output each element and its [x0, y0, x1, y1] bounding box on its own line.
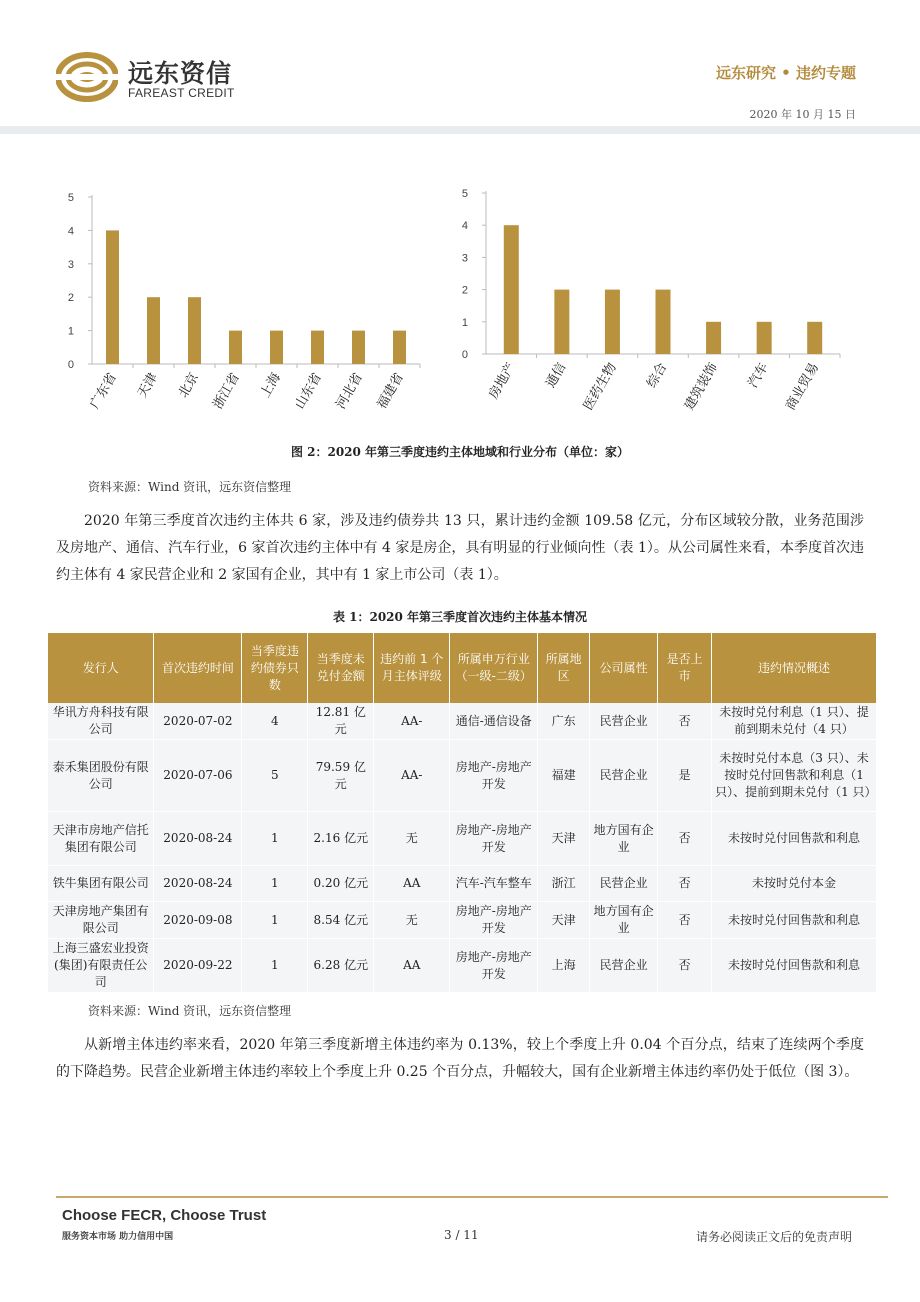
table-cell: 上海 — [538, 939, 590, 993]
footer-slogan-cn: 服务资本市场 助力信用中国 — [62, 1232, 174, 1242]
table-cell: 否 — [658, 866, 712, 902]
table-header-cell: 违约前 1 个月主体评级 — [374, 633, 450, 703]
bar — [605, 290, 620, 354]
table-cell: 12.81 亿元 — [308, 703, 374, 740]
table-row — [48, 939, 877, 993]
table-cell: 2020-09-22 — [154, 939, 242, 993]
disclaimer-note: 请务必阅读正文后的免责声明 — [695, 1230, 852, 1244]
table-cell: 天津市房地产信托集团有限公司 — [48, 812, 154, 866]
y-tick-label: 5 — [461, 188, 468, 200]
paragraph-2: 从新增主体违约率来看，2020 年第三季度新增主体违约率为 0.13%，较上个季度上升 0.04 个百分点，结束了连续两个季度的下降趋势。民营企业新增主体违约率较上个季度上升 0.25 个百分点，升幅较大，国有企业新增主体违约率仍处于低位（图 3）。 — [56, 1037, 864, 1080]
bar — [147, 297, 160, 364]
y-tick-label: 4 — [461, 220, 468, 233]
y-tick-label: 0 — [67, 359, 74, 371]
logo-icon — [56, 52, 118, 102]
y-tick-label: 1 — [67, 325, 74, 338]
table-cell: 无 — [374, 812, 450, 866]
y-tick-label: 2 — [461, 284, 468, 297]
table-cell: 4 — [242, 703, 308, 740]
table-row — [48, 812, 877, 866]
table-cell: 否 — [658, 703, 712, 740]
x-tick-label: 福建省 — [373, 370, 407, 412]
table-cell: AA- — [374, 703, 450, 740]
y-tick-label: 1 — [461, 316, 468, 329]
bar — [554, 290, 569, 354]
table-cell: 天津 — [538, 902, 590, 939]
table-row — [48, 866, 877, 902]
bar — [352, 331, 365, 364]
logo-name-en: FAREAST CREDIT — [128, 86, 235, 100]
paragraph-1: 2020 年第三季度首次违约主体共 6 家，涉及违约债券共 13 只，累计违约金额 109.58 亿元，分布区域较分散，业务范围涉及房地产、通信、汽车行业，6 家首次违约主体中有 4 家是房企，具有明显的行业倾向性（表 1）。从公司属性来看，本季度首次违约主体有 4 家民营企业和 2 家国有企业，其中有 1 家上市公司（表 1）。 — [56, 513, 864, 583]
x-tick-label: 北京 — [175, 370, 202, 401]
x-tick-label: 商业贸易 — [782, 360, 822, 413]
footer-slogan-en: Choose FECR, Choose Trust — [62, 1207, 267, 1224]
table-cell: 79.59 亿元 — [308, 740, 374, 812]
table-cell: 天津 — [538, 812, 590, 866]
table-cell: 否 — [658, 812, 712, 866]
y-tick-label: 3 — [67, 258, 74, 271]
section-title: 远东研究 • 违约专题 — [715, 64, 856, 82]
table-cell: 1 — [242, 939, 308, 993]
bar — [106, 230, 119, 364]
table-header-cell: 当季度未兑付金额 — [308, 633, 374, 703]
bar — [706, 322, 721, 354]
table-header-cell: 是否上市 — [658, 633, 712, 703]
x-tick-label: 天津 — [134, 370, 161, 401]
x-tick-label: 综合 — [643, 360, 670, 391]
table-cell: 地方国有企业 — [590, 812, 658, 866]
table-row — [48, 740, 877, 812]
table-cell: 1 — [242, 866, 308, 902]
footer-divider — [56, 1196, 888, 1198]
table-cell: 是 — [658, 740, 712, 812]
table-cell: 2.16 亿元 — [308, 812, 374, 866]
table-cell: 华讯方舟科技有限公司 — [48, 703, 154, 740]
table-cell: 浙江 — [538, 866, 590, 902]
x-tick-label: 医药生物 — [580, 360, 620, 413]
table-header-row — [48, 633, 877, 703]
table-cell: 0.20 亿元 — [308, 866, 374, 902]
region-bar-chart — [40, 180, 440, 420]
table-cell: 天津房地产集团有限公司 — [48, 902, 154, 939]
table-caption: 表 1：2020 年第三季度首次违约主体基本情况 — [332, 610, 588, 624]
x-tick-label: 浙江省 — [209, 370, 243, 412]
table-header-cell: 公司属性 — [590, 633, 658, 703]
table-cell: 房地产-房地产开发 — [450, 812, 538, 866]
table-header-cell: 所属申万行业（一级-二级） — [450, 633, 538, 703]
table-cell: 铁牛集团有限公司 — [48, 866, 154, 902]
x-tick-label: 房地产 — [485, 360, 518, 402]
x-tick-label: 广东省 — [86, 370, 120, 412]
table-cell: 无 — [374, 902, 450, 939]
table-header-cell: 首次违约时间 — [154, 633, 242, 703]
table-header-cell: 所属地区 — [538, 633, 590, 703]
bar — [656, 290, 671, 354]
bar — [504, 225, 519, 354]
table-cell: 上海三盛宏业投资(集团)有限责任公司 — [48, 939, 154, 993]
table-cell: 2020-08-24 — [154, 866, 242, 902]
table-cell: 未按时兑付回售款和利息 — [712, 812, 877, 866]
table-cell: 8.54 亿元 — [308, 902, 374, 939]
logo — [56, 52, 118, 102]
logo-name-cn: 远东资信 — [128, 59, 233, 88]
table-cell: 房地产-房地产开发 — [450, 939, 538, 993]
table-cell: 未按时兑付回售款和利息 — [712, 939, 877, 993]
table-cell: AA — [374, 939, 450, 993]
table-cell: 民营企业 — [590, 703, 658, 740]
table-cell: 5 — [242, 740, 308, 812]
x-tick-label: 汽车 — [744, 360, 771, 391]
table-cell: 未按时兑付回售款和利息 — [712, 902, 877, 939]
table-header-cell: 违约情况概述 — [712, 633, 877, 703]
x-tick-label: 河北省 — [332, 370, 366, 412]
default-table — [48, 633, 877, 993]
industry-bar-chart — [440, 180, 860, 420]
bar — [188, 297, 201, 364]
bar — [311, 331, 324, 364]
table-cell: 2020-07-06 — [154, 740, 242, 812]
header-band — [0, 126, 920, 134]
table-header-cell: 当季度违约债券只数 — [242, 633, 308, 703]
table-cell: 1 — [242, 902, 308, 939]
x-tick-label: 上海 — [257, 370, 284, 401]
table-cell: 地方国有企业 — [590, 902, 658, 939]
y-tick-label: 2 — [67, 292, 74, 305]
table-cell: 2020-08-24 — [154, 812, 242, 866]
table-row — [48, 703, 877, 740]
table-cell: 否 — [658, 939, 712, 993]
table-row — [48, 902, 877, 939]
x-tick-label: 山东省 — [291, 370, 325, 412]
figure-caption: 图 2：2020 年第三季度违约主体地域和行业分布（单位：家） — [290, 445, 630, 459]
table-cell: AA- — [374, 740, 450, 812]
x-tick-label: 建筑装饰 — [681, 360, 721, 413]
bar — [393, 331, 406, 364]
page-number: 3 / 11 — [444, 1228, 479, 1242]
figure-source: 资料来源：Wind 资讯，远东资信整理 — [88, 480, 292, 494]
table-cell: 民营企业 — [590, 866, 658, 902]
table-cell: 2020-09-08 — [154, 902, 242, 939]
table-cell: 6.28 亿元 — [308, 939, 374, 993]
table-cell: 泰禾集团股份有限公司 — [48, 740, 154, 812]
table-cell: AA — [374, 866, 450, 902]
table-cell: 民营企业 — [590, 740, 658, 812]
y-tick-label: 3 — [461, 252, 468, 265]
table-cell: 未按时兑付本息（3 只）、未按时兑付回售款和利息（1 只）、提前到期未兑付（1 只） — [712, 740, 877, 812]
bar — [757, 322, 772, 354]
y-tick-label: 0 — [461, 349, 468, 361]
table-cell: 汽车-汽车整车 — [450, 866, 538, 902]
y-tick-label: 5 — [67, 192, 74, 204]
table-cell: 通信-通信设备 — [450, 703, 538, 740]
report-date: 2020 年 10 月 15 日 — [749, 108, 856, 121]
table-cell: 民营企业 — [590, 939, 658, 993]
table-cell: 未按时兑付利息（1 只）、提前到期未兑付（4 只） — [712, 703, 877, 740]
bar — [229, 331, 242, 364]
table-cell: 房地产-房地产开发 — [450, 740, 538, 812]
table-cell: 房地产-房地产开发 — [450, 902, 538, 939]
bar — [807, 322, 822, 354]
table-header-cell: 发行人 — [48, 633, 154, 703]
table-cell: 1 — [242, 812, 308, 866]
x-tick-label: 通信 — [542, 360, 569, 391]
y-tick-label: 4 — [67, 225, 74, 238]
table-cell: 广东 — [538, 703, 590, 740]
table-cell: 福建 — [538, 740, 590, 812]
table-cell: 未按时兑付本金 — [712, 866, 877, 902]
table-cell: 否 — [658, 902, 712, 939]
table-source: 资料来源：Wind 资讯，远东资信整理 — [88, 1004, 292, 1018]
table-cell: 2020-07-02 — [154, 703, 242, 740]
bar — [270, 331, 283, 364]
